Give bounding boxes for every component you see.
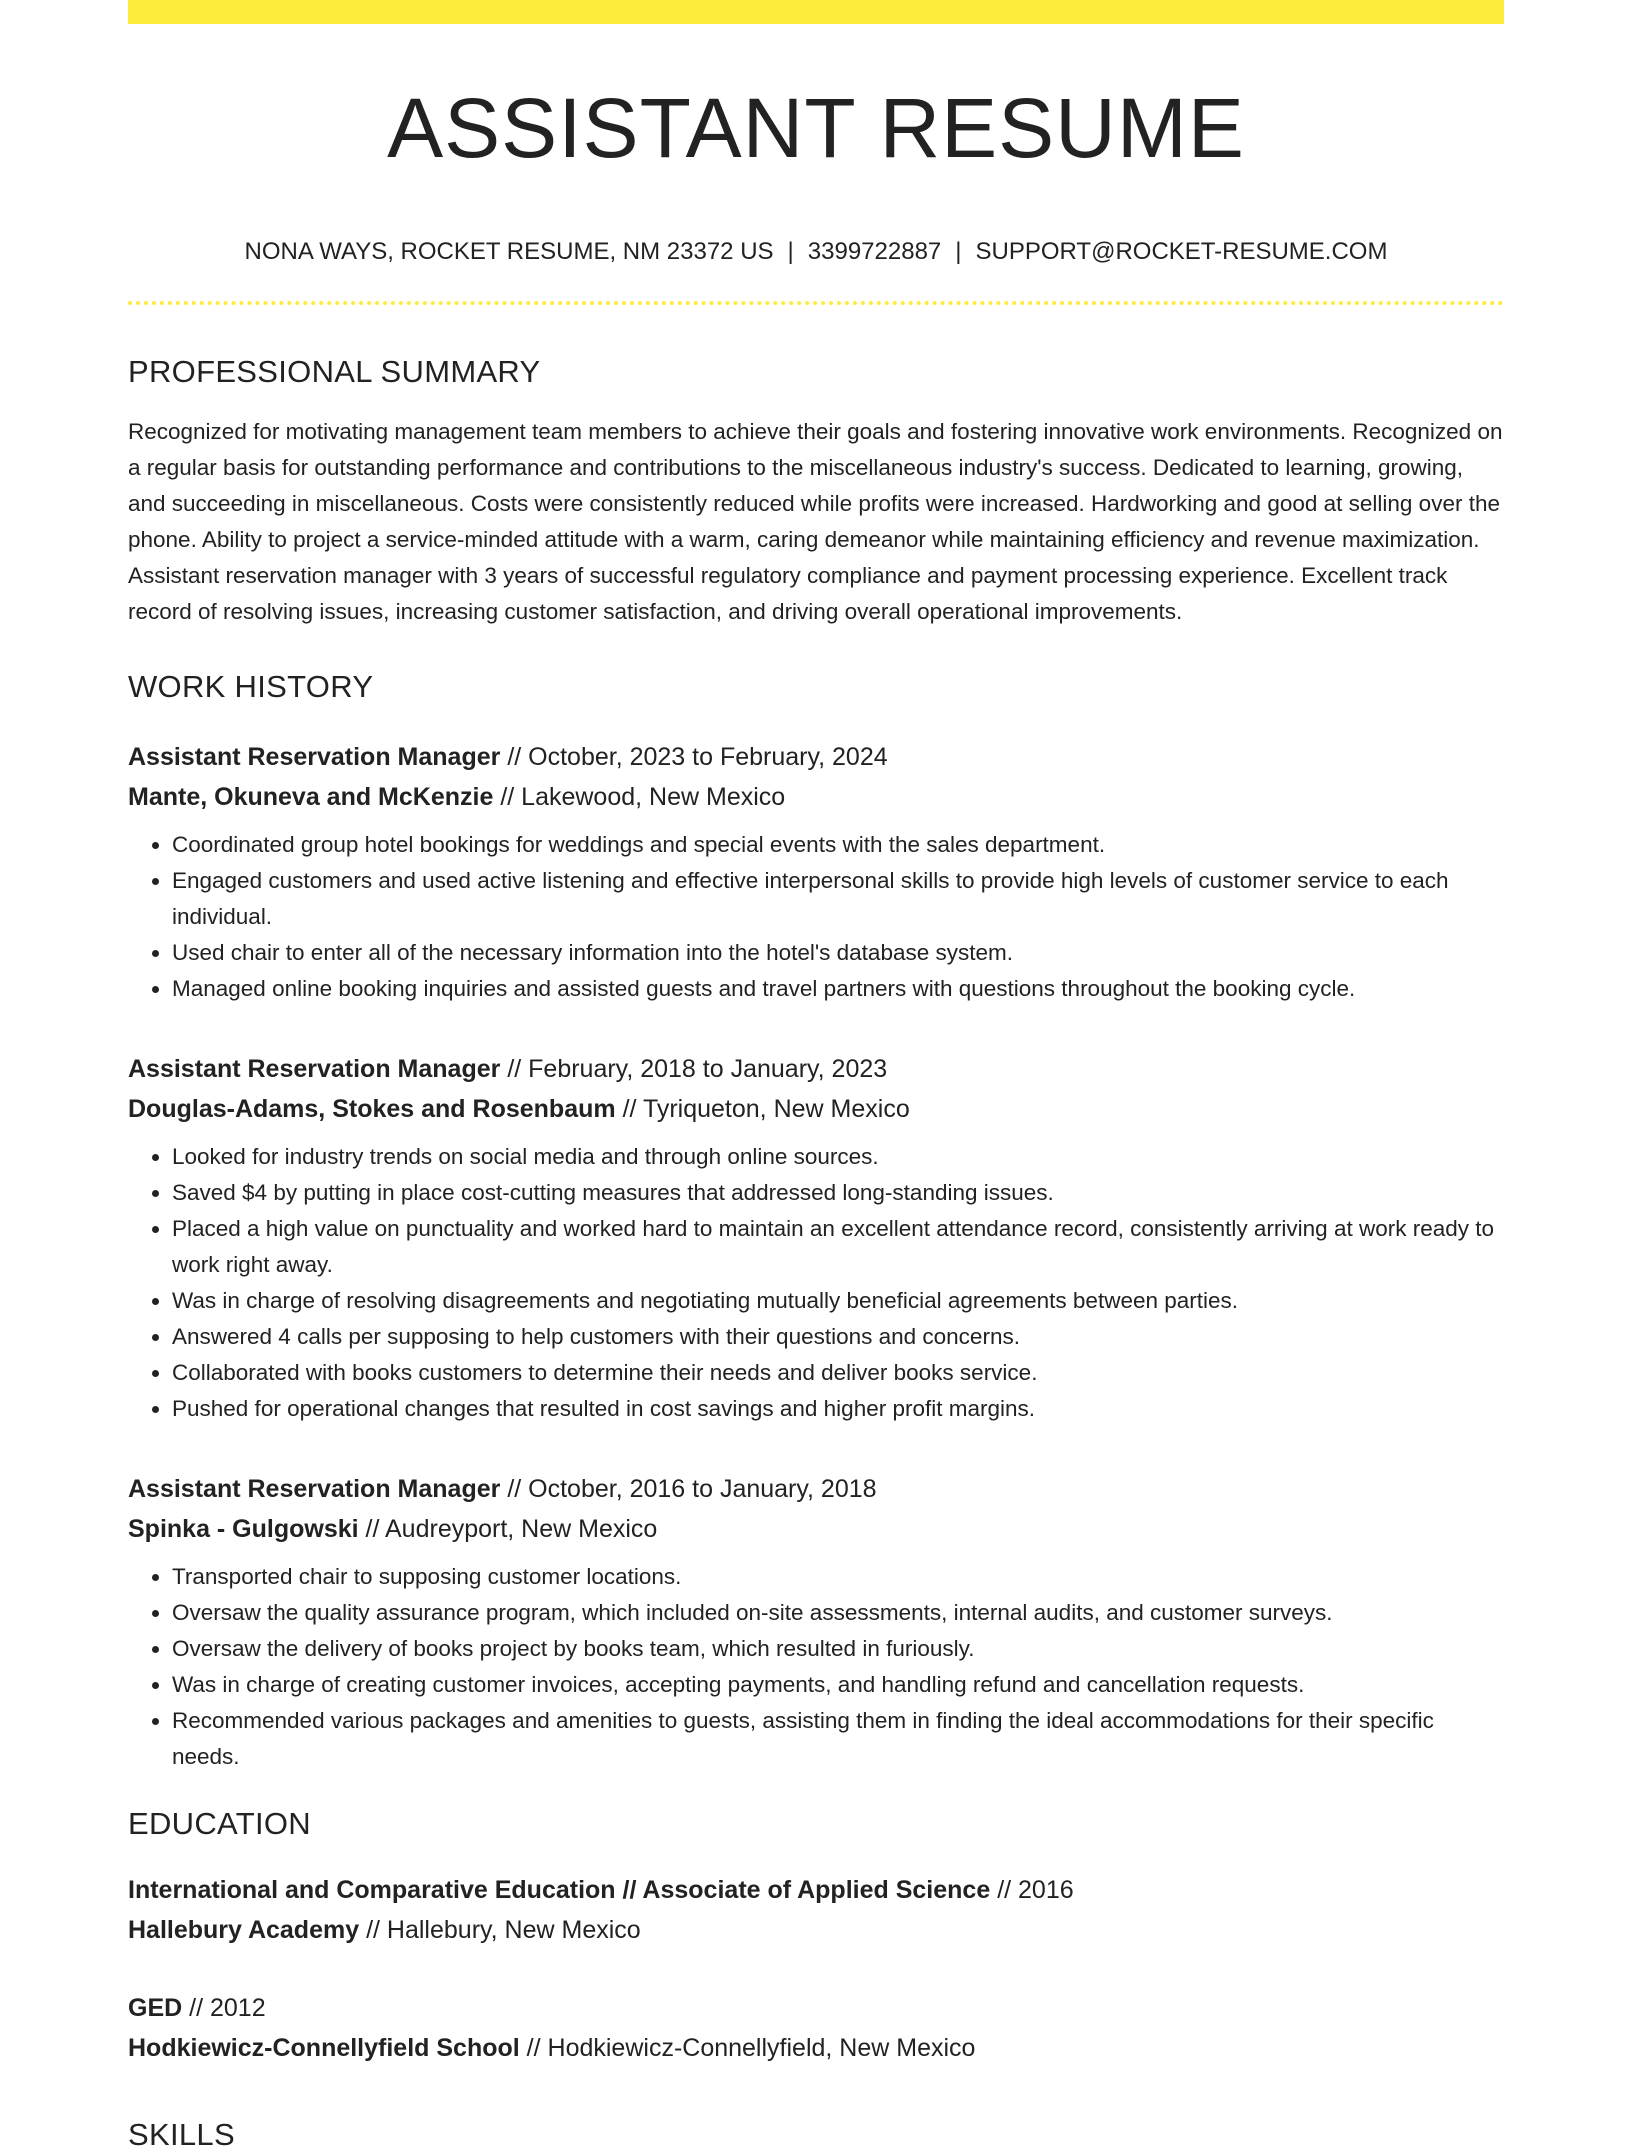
job-bullet: • Engaged customers and used active listening and effective interpersonal skills to provide high levels of customer service to each individual. bbox=[172, 863, 1504, 935]
job-company: Mante, Okuneva and McKenzie bbox=[128, 783, 494, 812]
job-bullet: • Oversaw the delivery of books project by books team, which resulted in furiously. bbox=[172, 1631, 1504, 1667]
job-bullet: • Coordinated group hotel bookings for weddings and special events with the sales department. bbox=[172, 827, 1504, 863]
education-degree-line bbox=[128, 1988, 1504, 2028]
job-title-line bbox=[128, 1049, 1504, 1089]
job-title-line bbox=[128, 737, 1504, 777]
job-dates: // October, 2016 to January, 2018 bbox=[507, 1475, 877, 1504]
job-title: Assistant Reservation Manager bbox=[128, 1055, 501, 1084]
job-bullet: • Transported chair to supposing customer locations. bbox=[172, 1559, 1504, 1595]
education-degree-line bbox=[128, 1870, 1504, 1910]
education-school-line bbox=[128, 2028, 1504, 2068]
job-bullet-list bbox=[128, 827, 1504, 1007]
contact-address: NONA WAYS, ROCKET RESUME, NM 23372 US bbox=[244, 238, 774, 265]
education-school: Hallebury Academy bbox=[128, 1916, 360, 1945]
job-company-line bbox=[128, 1509, 1504, 1549]
job-bullet: • Was in charge of resolving disagreements and negotiating mutually beneficial agreements between parties. bbox=[172, 1283, 1504, 1319]
job-location: // Audreyport, New Mexico bbox=[365, 1515, 658, 1544]
job-bullet: • Was in charge of creating customer invoices, accepting payments, and handling refund and cancellation requests. bbox=[172, 1667, 1504, 1703]
education-year: // 2016 bbox=[997, 1876, 1074, 1905]
job-company: Douglas-Adams, Stokes and Rosenbaum bbox=[128, 1095, 616, 1124]
section-heading-skills: SKILLS bbox=[128, 2117, 235, 2153]
job-location: // Tyriqueton, New Mexico bbox=[622, 1095, 910, 1124]
job-bullet: • Used chair to enter all of the necessary information into the hotel's database system. bbox=[172, 935, 1504, 971]
job-title: Assistant Reservation Manager bbox=[128, 1475, 501, 1504]
section-heading-work-history: WORK HISTORY bbox=[128, 668, 374, 704]
dotted-divider bbox=[128, 301, 1504, 305]
education-degree: International and Comparative Education // Associate of Applied Science bbox=[128, 1876, 991, 1905]
education-location: // Hodkiewicz-Connellyfield, New Mexico bbox=[526, 2034, 976, 2063]
job-bullet: • Saved $4 by putting in place cost-cutting measures that addressed long-standing issues. bbox=[172, 1175, 1504, 1211]
job-bullet: • Answered 4 calls per supposing to help customers with their questions and concerns. bbox=[172, 1319, 1504, 1355]
job-title: Assistant Reservation Manager bbox=[128, 743, 501, 772]
job-bullet: • Oversaw the quality assurance program, which included on-site assessments, internal audits, and customer surveys. bbox=[172, 1595, 1504, 1631]
job-dates: // February, 2018 to January, 2023 bbox=[507, 1055, 888, 1084]
education-year: // 2012 bbox=[189, 1994, 266, 2023]
contact-separator: | bbox=[955, 238, 962, 265]
contact-line bbox=[128, 238, 1504, 267]
resume-title: ASSISTANT RESUME bbox=[387, 81, 1245, 175]
job-bullet: • Recommended various packages and amenities to guests, assisting them in finding the ideal accommodations for their specific needs. bbox=[172, 1703, 1504, 1775]
job-bullet: • Placed a high value on punctuality and worked hard to maintain an excellent attendance record, consistently arriving at work ready to work right away. bbox=[172, 1211, 1504, 1283]
resume-page bbox=[128, 0, 1504, 2154]
education-school-line bbox=[128, 1910, 1504, 1950]
job-bullet-list bbox=[128, 1559, 1504, 1775]
job-entry bbox=[128, 1049, 1504, 1427]
education-location: // Hallebury, New Mexico bbox=[366, 1916, 641, 1945]
job-dates: // October, 2023 to February, 2024 bbox=[507, 743, 888, 772]
education-degree: GED bbox=[128, 1994, 183, 2023]
section-heading-summary: PROFESSIONAL SUMMARY bbox=[128, 353, 541, 389]
job-bullet: • Collaborated with books customers to determine their needs and deliver books service. bbox=[172, 1355, 1504, 1391]
contact-email: SUPPORT@ROCKET-RESUME.COM bbox=[975, 238, 1388, 265]
summary-text: Recognized for motivating management team members to achieve their goals and fostering innovative work environments. Recognized on a regular basis for outstanding performance and contributions to the miscellaneous industry's success. Dedicated to learning, growing, and succeeding in miscellaneous. Costs were consistently reduced while profits were increased. Hardworking and good at selling over the phone. Ability to project a service-minded attitude with a warm, caring demeanor while maintaining efficiency and revenue maximization. Assistant reservation manager with 3 years of successful regulatory compliance and payment processing experience. Excellent track record of resolving issues, increasing customer satisfaction, and driving overall operational improvements. bbox=[128, 418, 1503, 624]
education-entry bbox=[128, 1870, 1504, 1950]
top-accent-bar bbox=[128, 0, 1504, 24]
job-company: Spinka - Gulgowski bbox=[128, 1515, 359, 1544]
job-company-line bbox=[128, 777, 1504, 817]
job-entry bbox=[128, 1469, 1504, 1775]
section-heading-education: EDUCATION bbox=[128, 1806, 311, 1842]
job-title-line bbox=[128, 1469, 1504, 1509]
education-entry bbox=[128, 1988, 1504, 2068]
job-entry bbox=[128, 737, 1504, 1007]
job-bullet-list bbox=[128, 1139, 1504, 1427]
job-company-line bbox=[128, 1089, 1504, 1129]
job-bullet: • Looked for industry trends on social media and through online sources. bbox=[172, 1139, 1504, 1175]
education-school: Hodkiewicz-Connellyfield School bbox=[128, 2034, 520, 2063]
job-bullet: • Managed online booking inquiries and assisted guests and travel partners with questions throughout the booking cycle. bbox=[172, 971, 1504, 1007]
contact-phone: 3399722887 bbox=[807, 238, 942, 265]
job-location: // Lakewood, New Mexico bbox=[500, 783, 786, 812]
job-bullet: • Pushed for operational changes that resulted in cost savings and higher profit margins. bbox=[172, 1391, 1504, 1427]
contact-separator: | bbox=[787, 238, 794, 265]
